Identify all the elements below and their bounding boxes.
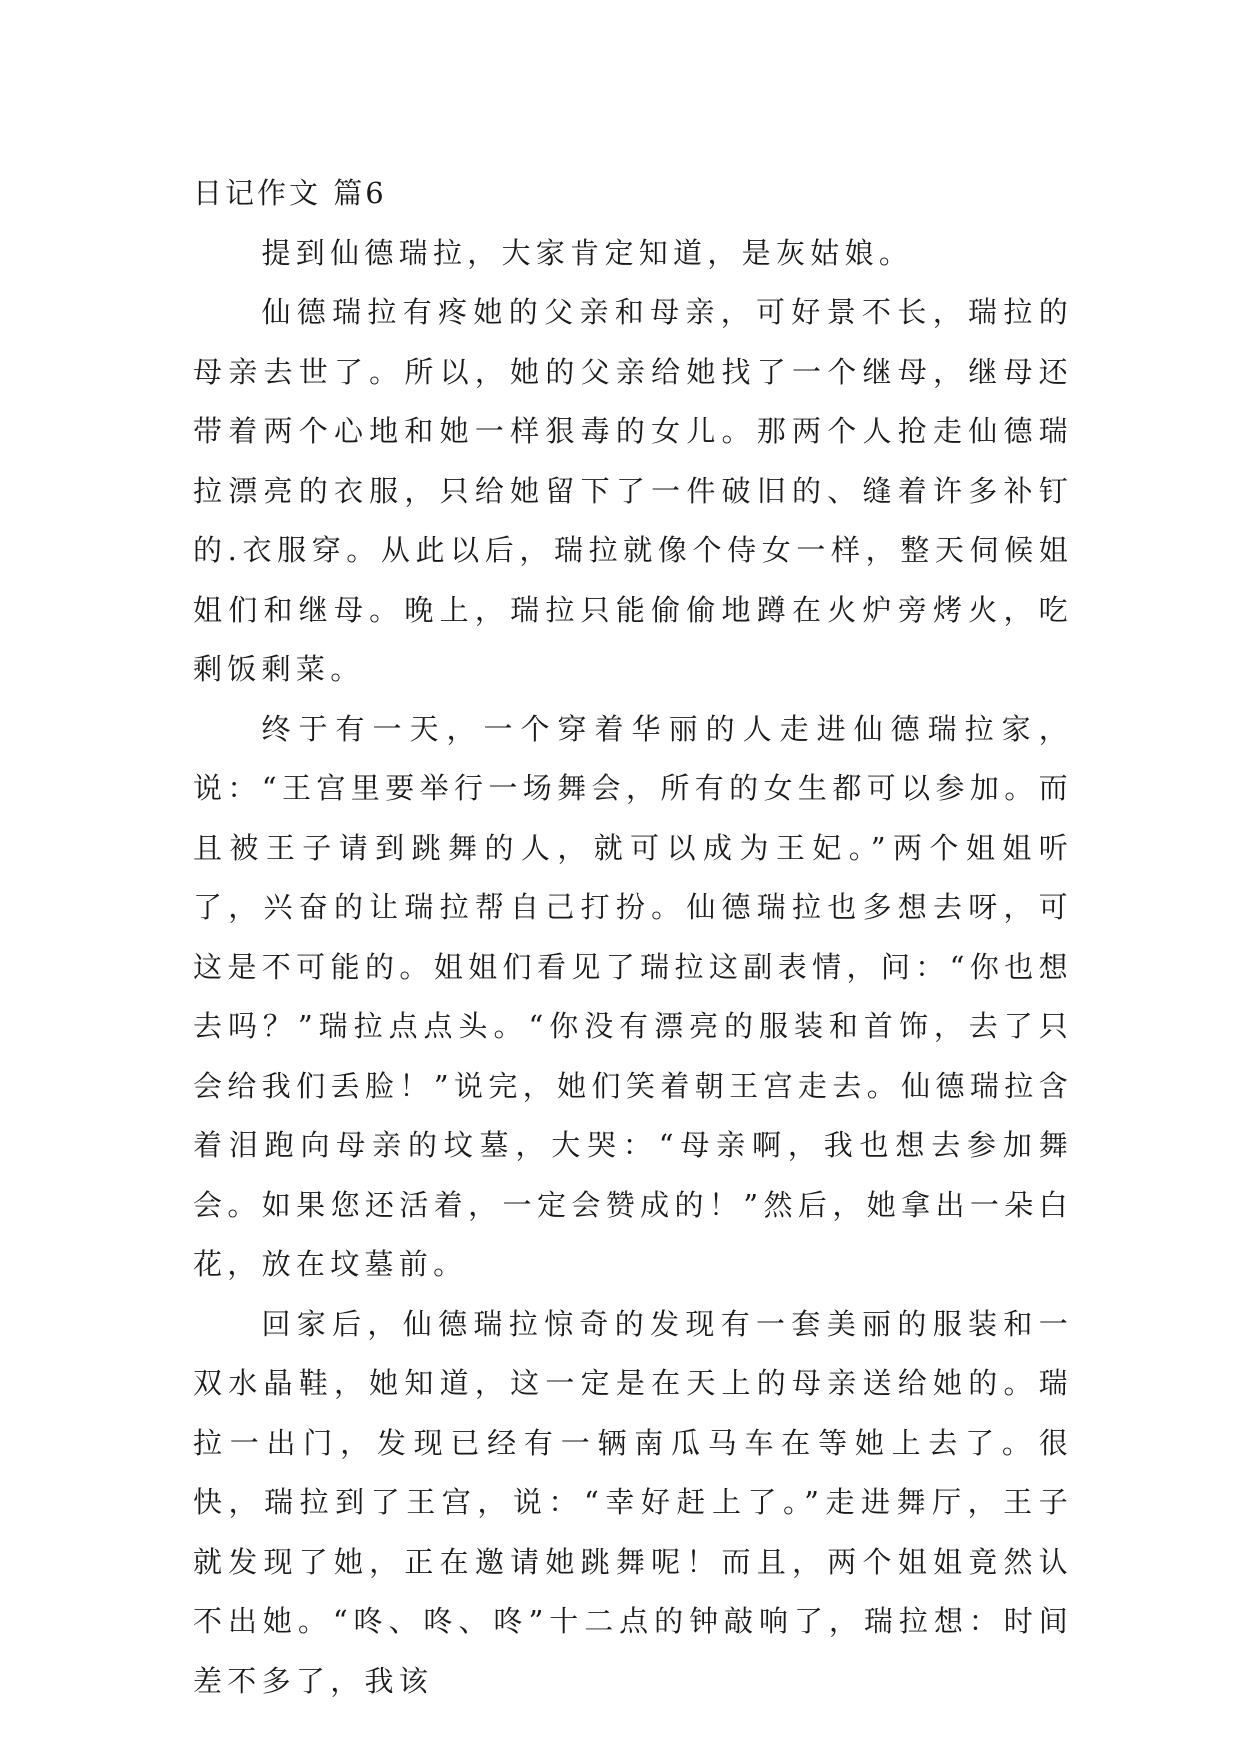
paragraph-1: 提到仙德瑞拉，大家肯定知道，是灰姑娘。 — [261, 235, 914, 270]
paragraph-2: 仙德瑞拉有疼她的父亲和母亲，可好景不长，瑞拉的母亲去世了。所以，她的父亲给她找了一个继母，继母还带着两个心地和她一样狠毒的女儿。那两个人抢走仙德瑞拉漂亮的衣服，只给她留下了一件破旧的、缝着许多补钉的.衣服穿。从此以后，瑞拉就像个侍女一样，整天伺候姐姐们和继母。晚上，瑞拉只能偷偷地蹲在火炉旁烤火，吃剩饭剩菜。 — [193, 295, 1073, 686]
paragraph-4: 回家后，仙德瑞拉惊奇的发现有一套美丽的服装和一双水晶鞋，她知道，这一定是在天上的母亲送给她的。瑞拉一出门，发现已经有一辆南瓜马车在等她上去了。很快，瑞拉到了王宫，说：“幸好赶上了。”走进舞厅，王子就发现了她，正在邀请她跳舞呢！而且，两个姐姐竟然认不出她。“咚、咚、咚”十二点的钟敲响了，瑞拉想：时间差不多了，我该 — [193, 1306, 1073, 1698]
paragraph-3: 终于有一天，一个穿着华丽的人走进仙德瑞拉家，说：“王宫里要举行一场舞会，所有的女生都可以参加。而且被王子请到跳舞的人，就可以成为王妃。”两个姐姐听了，兴奋的让瑞拉帮自己打扮。仙德瑞拉也多想去呀，可这是不可能的。姐姐们看见了瑞拉这副表情，问：“你也想去吗？”瑞拉点点头。“你没有漂亮的服装和首饰，去了只会给我们丢脸！”说完，她们笑着朝王宫走去。仙德瑞拉含着泪跑向母亲的坟墓，大哭：“母亲啊，我也想去参加舞会。如果您还活着，一定会赞成的！”然后，她拿出一朵白花，放在坟墓前。 — [193, 711, 1073, 1281]
article-title: 日记作文 篇6 — [193, 176, 387, 210]
article-body — [193, 164, 1073, 1711]
